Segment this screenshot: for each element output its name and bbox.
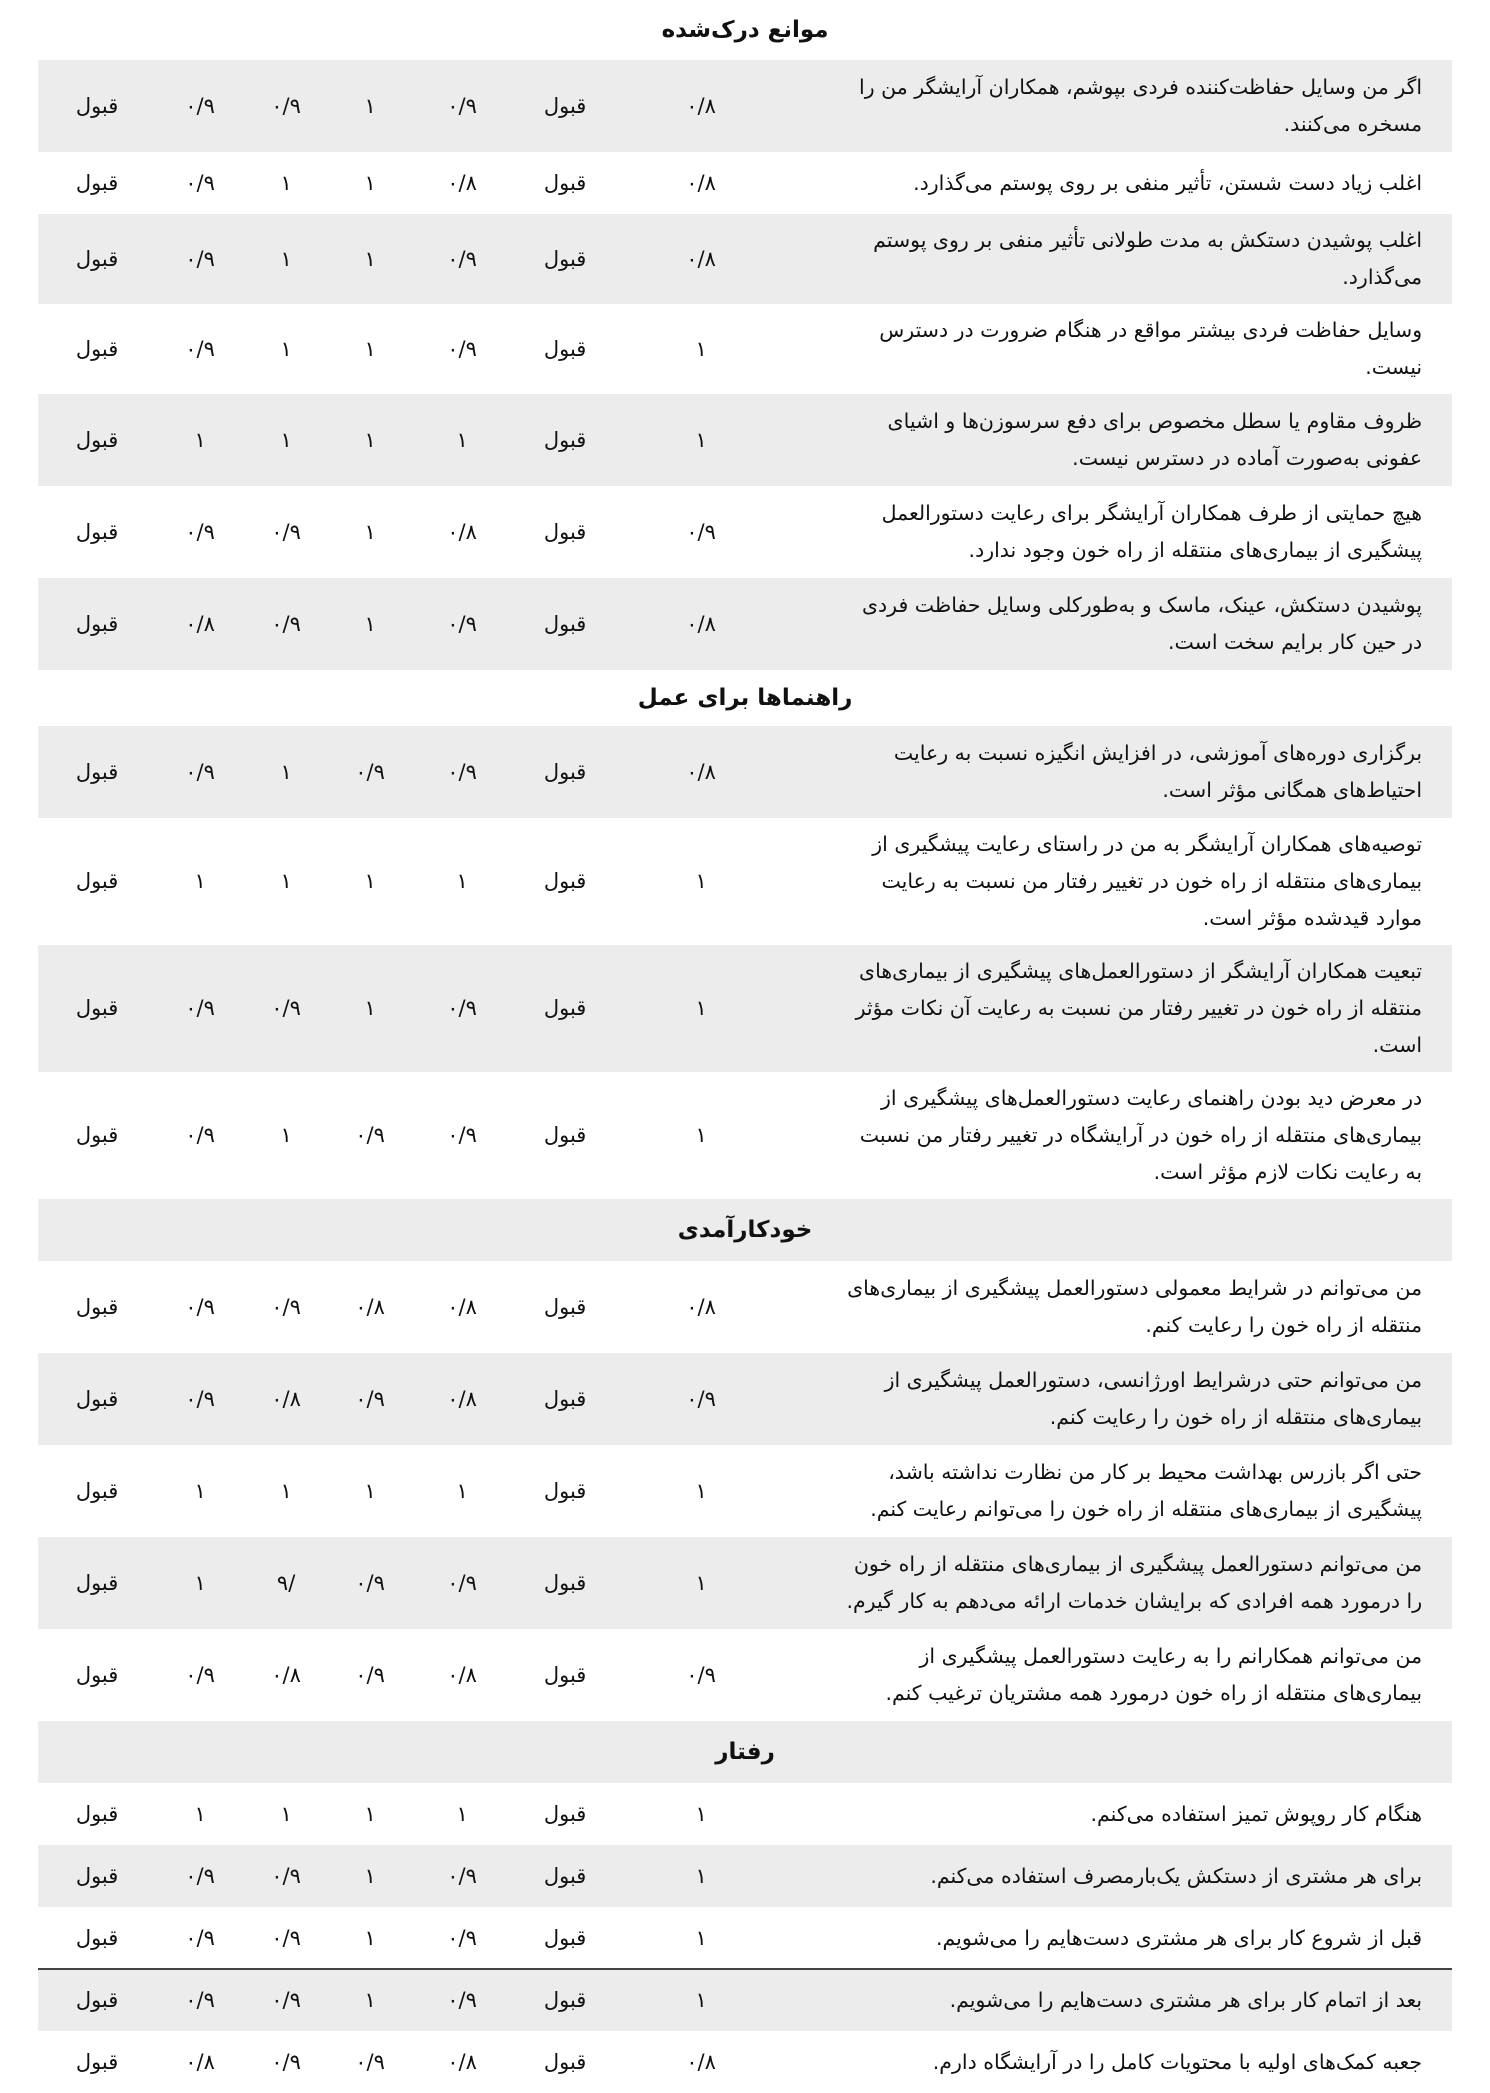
value-cell-6: ۰/۹ [156, 1072, 244, 1199]
value-cell-3: ۰/۹ [412, 60, 512, 152]
value-cell-6: ۱ [156, 394, 244, 486]
value-cell-7: قبول [38, 486, 156, 578]
table-row [38, 1445, 1452, 1537]
value-cell-1: ۰/۸ [618, 578, 784, 670]
value-cell-1: ۱ [618, 1907, 784, 1969]
statement-cell: من می‌توانم حتی درشرایط اورژانسی، دستورالعمل پیشگیری از بیماری‌های منتقله از راه خون را رعایت کنم. [784, 1353, 1452, 1445]
value-cell-6: ۱ [156, 1783, 244, 1845]
value-cell-2: قبول [512, 1907, 618, 1969]
value-cell-2: قبول [512, 1783, 618, 1845]
value-cell-2: قبول [512, 1969, 618, 2031]
statement-cell: جعبه کمک‌های اولیه با محتویات کامل را در آرایشگاه دارم. [784, 2031, 1452, 2093]
value-cell-5: ۰/۹ [244, 60, 328, 152]
value-cell-1: ۱ [618, 945, 784, 1072]
value-cell-4: ۱ [328, 1969, 412, 2031]
value-cell-6: ۰/۹ [156, 304, 244, 394]
statement-cell: بعد از اتمام کار برای هر مشتری دست‌هایم را می‌شویم. [784, 1969, 1452, 2031]
value-cell-4: ۰/۹ [328, 1353, 412, 1445]
value-cell-5: ۱ [244, 152, 328, 214]
value-cell-2: قبول [512, 945, 618, 1072]
statement-cell: پوشیدن دستکش، عینک، ماسک و به‌طورکلی وسایل حفاظت فردی در حین کار برایم سخت است. [784, 578, 1452, 670]
value-cell-3: ۰/۹ [412, 1072, 512, 1199]
value-cell-4: ۱ [328, 394, 412, 486]
value-cell-7: قبول [38, 1445, 156, 1537]
value-cell-3: ۱ [412, 1783, 512, 1845]
statement-cell: در معرض دید بودن راهنمای رعایت دستورالعمل‌های پیشگیری از بیماری‌های منتقله از راه خون در آرایشگاه در تغییر رفتار من نسبت به رعایت نکات لازم مؤثر است. [784, 1072, 1452, 1199]
value-cell-6: ۰/۹ [156, 486, 244, 578]
value-cell-1: ۱ [618, 394, 784, 486]
section-header [38, 670, 1452, 726]
statement-cell: اغلب پوشیدن دستکش به مدت طولانی تأثیر منفی بر روی پوستم می‌گذارد. [784, 214, 1452, 304]
value-cell-2: قبول [512, 394, 618, 486]
value-cell-6: ۰/۹ [156, 60, 244, 152]
value-cell-3: ۰/۹ [412, 945, 512, 1072]
value-cell-7: قبول [38, 1537, 156, 1629]
value-cell-5: ۰/۹ [244, 1845, 328, 1907]
value-cell-4: ۱ [328, 818, 412, 945]
value-cell-2: قبول [512, 1445, 618, 1537]
value-cell-5: ۰/۹ [244, 578, 328, 670]
value-cell-7: قبول [38, 214, 156, 304]
value-cell-7: قبول [38, 578, 156, 670]
value-cell-2: قبول [512, 578, 618, 670]
value-cell-4: ۱ [328, 1907, 412, 1969]
value-cell-1: ۱ [618, 1969, 784, 2031]
statement-cell: هنگام کار روپوش تمیز استفاده می‌کنم. [784, 1783, 1452, 1845]
value-cell-2: قبول [512, 1537, 618, 1629]
value-cell-5: ۱ [244, 394, 328, 486]
statement-cell: اغلب زیاد دست شستن، تأثیر منفی بر روی پوستم می‌گذارد. [784, 152, 1452, 214]
value-cell-5: /۹ [244, 1537, 328, 1629]
value-cell-6: ۰/۹ [156, 726, 244, 818]
value-cell-7: قبول [38, 1629, 156, 1721]
value-cell-6: ۱ [156, 1445, 244, 1537]
section-title: خودکارآمدی [38, 1199, 1452, 1261]
value-cell-1: ۱ [618, 1845, 784, 1907]
table-row [38, 578, 1452, 670]
value-cell-6: ۰/۸ [156, 2031, 244, 2093]
value-cell-1: ۰/۸ [618, 726, 784, 818]
value-cell-1: ۰/۹ [618, 1353, 784, 1445]
value-cell-7: قبول [38, 1845, 156, 1907]
value-cell-7: قبول [38, 1072, 156, 1199]
value-cell-2: قبول [512, 486, 618, 578]
table-bottom-rule [38, 1968, 1452, 1970]
value-cell-5: ۱ [244, 1783, 328, 1845]
value-cell-3: ۰/۹ [412, 214, 512, 304]
value-cell-3: ۰/۹ [412, 726, 512, 818]
value-cell-2: قبول [512, 152, 618, 214]
value-cell-7: قبول [38, 1261, 156, 1353]
value-cell-1: ۱ [618, 1537, 784, 1629]
value-cell-6: ۰/۹ [156, 1629, 244, 1721]
table-row [38, 1969, 1452, 2031]
value-cell-6: ۰/۹ [156, 1907, 244, 1969]
value-cell-2: قبول [512, 1072, 618, 1199]
value-cell-1: ۰/۹ [618, 486, 784, 578]
statement-cell: اگر من وسایل حفاظت‌کننده فردی بپوشم، همکاران آرایشگر من را مسخره می‌کنند. [784, 60, 1452, 152]
statement-cell: هیچ حمایتی از طرف همکاران آرایشگر برای رعایت دستورالعمل پیشگیری از بیماری‌های منتقله از راه خون وجود ندارد. [784, 486, 1452, 578]
value-cell-7: قبول [38, 726, 156, 818]
table-document [38, 0, 1452, 2093]
value-cell-4: ۱ [328, 945, 412, 1072]
value-cell-1: ۱ [618, 1072, 784, 1199]
value-cell-3: ۰/۹ [412, 1907, 512, 1969]
value-cell-1: ۰/۹ [618, 1629, 784, 1721]
value-cell-4: ۱ [328, 1845, 412, 1907]
value-cell-3: ۱ [412, 394, 512, 486]
value-cell-6: ۰/۹ [156, 945, 244, 1072]
value-cell-4: ۱ [328, 152, 412, 214]
value-cell-6: ۰/۹ [156, 1353, 244, 1445]
value-cell-5: ۰/۹ [244, 486, 328, 578]
value-cell-5: ۱ [244, 304, 328, 394]
value-cell-2: قبول [512, 2031, 618, 2093]
value-cell-4: ۱ [328, 578, 412, 670]
table-row [38, 1845, 1452, 1907]
value-cell-5: ۰/۹ [244, 1969, 328, 2031]
value-cell-3: ۰/۹ [412, 304, 512, 394]
value-cell-6: ۱ [156, 1537, 244, 1629]
statement-cell: حتی اگر بازرس بهداشت محیط بر کار من نظارت نداشته باشد، پیشگیری از بیماری‌های منتقله از راه خون را می‌توانم رعایت کنم. [784, 1445, 1452, 1537]
value-cell-3: ۱ [412, 1445, 512, 1537]
table-row [38, 1537, 1452, 1629]
section-header [38, 1199, 1452, 1261]
value-cell-5: ۱ [244, 1445, 328, 1537]
value-cell-3: ۰/۸ [412, 1261, 512, 1353]
value-cell-2: قبول [512, 214, 618, 304]
value-cell-3: ۰/۸ [412, 152, 512, 214]
value-cell-5: ۱ [244, 214, 328, 304]
value-cell-2: قبول [512, 1629, 618, 1721]
value-cell-3: ۰/۹ [412, 1537, 512, 1629]
value-cell-6: ۰/۹ [156, 214, 244, 304]
statement-cell: ظروف مقاوم یا سطل مخصوص برای دفع سرسوزن‌ها و اشیای عفونی به‌صورت آماده در دسترس نیست. [784, 394, 1452, 486]
value-cell-7: قبول [38, 1907, 156, 1969]
value-cell-4: ۰/۹ [328, 1537, 412, 1629]
value-cell-1: ۱ [618, 818, 784, 945]
value-cell-5: ۰/۹ [244, 945, 328, 1072]
value-cell-5: ۱ [244, 726, 328, 818]
value-cell-4: ۱ [328, 1445, 412, 1537]
value-cell-7: قبول [38, 1969, 156, 2031]
validity-table [38, 0, 1452, 2093]
value-cell-7: قبول [38, 60, 156, 152]
value-cell-7: قبول [38, 394, 156, 486]
value-cell-4: ۱ [328, 214, 412, 304]
value-cell-3: ۰/۸ [412, 2031, 512, 2093]
value-cell-4: ۱ [328, 1783, 412, 1845]
table-row [38, 1629, 1452, 1721]
value-cell-4: ۰/۹ [328, 726, 412, 818]
value-cell-1: ۰/۸ [618, 1261, 784, 1353]
value-cell-6: ۰/۸ [156, 578, 244, 670]
statement-cell: توصیه‌های همکاران آرایشگر به من در راستای رعایت پیشگیری از بیماری‌های منتقله از راه خون در تغییر رفتار من نسبت به رعایت موارد قیدشده مؤثر است. [784, 818, 1452, 945]
value-cell-3: ۰/۹ [412, 578, 512, 670]
value-cell-6: ۰/۹ [156, 1261, 244, 1353]
statement-cell: قبل از شروع کار برای هر مشتری دست‌هایم را می‌شویم. [784, 1907, 1452, 1969]
value-cell-5: ۱ [244, 1072, 328, 1199]
value-cell-1: ۰/۸ [618, 60, 784, 152]
value-cell-7: قبول [38, 945, 156, 1072]
section-header [38, 0, 1452, 60]
section-title: راهنماها برای عمل [38, 670, 1452, 726]
value-cell-7: قبول [38, 818, 156, 945]
statement-cell: برای هر مشتری از دستکش یک‌بارمصرف استفاده می‌کنم. [784, 1845, 1452, 1907]
value-cell-5: ۰/۹ [244, 1907, 328, 1969]
value-cell-4: ۱ [328, 304, 412, 394]
table-row [38, 1907, 1452, 1969]
value-cell-1: ۱ [618, 1445, 784, 1537]
table-row [38, 152, 1452, 214]
section-title: موانع درک‌شده [38, 0, 1452, 60]
table-row [38, 726, 1452, 818]
statement-cell: تبعیت همکاران آرایشگر از دستورالعمل‌های پیشگیری از بیماری‌های منتقله از راه خون در تغییر رفتار من نسبت به رعایت آن نکات مؤثر است. [784, 945, 1452, 1072]
value-cell-7: قبول [38, 1783, 156, 1845]
value-cell-3: ۰/۹ [412, 1969, 512, 2031]
value-cell-7: قبول [38, 2031, 156, 2093]
section-title: رفتار [38, 1721, 1452, 1783]
value-cell-6: ۱ [156, 818, 244, 945]
table-row [38, 304, 1452, 394]
value-cell-5: ۰/۸ [244, 1629, 328, 1721]
statement-cell: من می‌توانم دستورالعمل پیشگیری از بیماری‌های منتقله از راه خون را درمورد همه افرادی که برایشان خدمات ارائه می‌دهم به کار گیرم. [784, 1537, 1452, 1629]
section-header [38, 1721, 1452, 1783]
value-cell-4: ۰/۹ [328, 1629, 412, 1721]
value-cell-5: ۰/۹ [244, 2031, 328, 2093]
statement-cell: من می‌توانم همکارانم را به رعایت دستورالعمل پیشگیری از بیماری‌های منتقله از راه خون درمورد همه مشتریان ترغیب کنم. [784, 1629, 1452, 1721]
value-cell-1: ۱ [618, 304, 784, 394]
table-row [38, 1072, 1452, 1199]
value-cell-2: قبول [512, 818, 618, 945]
value-cell-5: ۰/۹ [244, 1261, 328, 1353]
value-cell-1: ۰/۸ [618, 214, 784, 304]
value-cell-5: ۱ [244, 818, 328, 945]
value-cell-7: قبول [38, 152, 156, 214]
value-cell-6: ۰/۹ [156, 152, 244, 214]
table-row [38, 818, 1452, 945]
value-cell-3: ۰/۸ [412, 1353, 512, 1445]
value-cell-6: ۰/۹ [156, 1845, 244, 1907]
value-cell-2: قبول [512, 1261, 618, 1353]
table-row [38, 1261, 1452, 1353]
value-cell-7: قبول [38, 304, 156, 394]
value-cell-4: ۰/۸ [328, 1261, 412, 1353]
value-cell-2: قبول [512, 1845, 618, 1907]
value-cell-2: قبول [512, 1353, 618, 1445]
statement-cell: وسایل حفاظت فردی بیشتر مواقع در هنگام ضرورت در دسترس نیست. [784, 304, 1452, 394]
value-cell-2: قبول [512, 304, 618, 394]
value-cell-4: ۱ [328, 486, 412, 578]
statement-cell: برگزاری دوره‌های آموزشی، در افزایش انگیزه نسبت به رعایت احتیاط‌های همگانی مؤثر است. [784, 726, 1452, 818]
value-cell-1: ۰/۸ [618, 2031, 784, 2093]
table-row [38, 945, 1452, 1072]
value-cell-4: ۰/۹ [328, 1072, 412, 1199]
value-cell-2: قبول [512, 726, 618, 818]
value-cell-3: ۰/۹ [412, 1845, 512, 1907]
value-cell-1: ۰/۸ [618, 152, 784, 214]
table-row [38, 486, 1452, 578]
value-cell-3: ۱ [412, 818, 512, 945]
table-row [38, 2031, 1452, 2093]
value-cell-5: ۰/۸ [244, 1353, 328, 1445]
value-cell-6: ۰/۹ [156, 1969, 244, 2031]
value-cell-3: ۰/۸ [412, 1629, 512, 1721]
table-row [38, 60, 1452, 152]
value-cell-4: ۱ [328, 60, 412, 152]
table-row [38, 1783, 1452, 1845]
value-cell-4: ۰/۹ [328, 2031, 412, 2093]
table-row [38, 1353, 1452, 1445]
value-cell-2: قبول [512, 60, 618, 152]
table-row [38, 214, 1452, 304]
table-row [38, 394, 1452, 486]
value-cell-3: ۰/۸ [412, 486, 512, 578]
statement-cell: من می‌توانم در شرایط معمولی دستورالعمل پیشگیری از بیماری‌های منتقله از راه خون را رعایت کنم. [784, 1261, 1452, 1353]
value-cell-7: قبول [38, 1353, 156, 1445]
value-cell-1: ۱ [618, 1783, 784, 1845]
